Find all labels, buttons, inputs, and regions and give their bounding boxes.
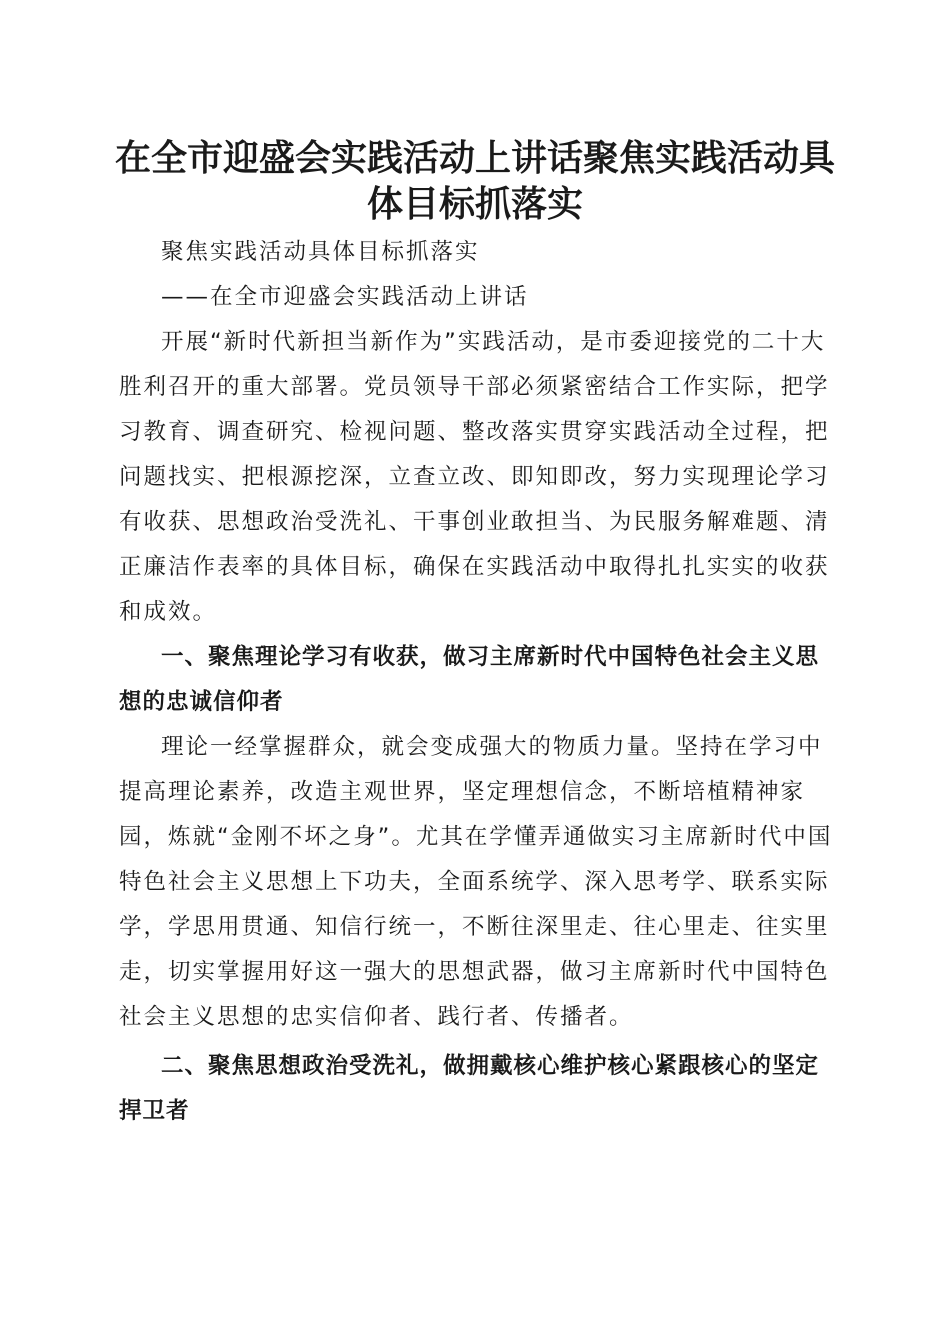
document-body [119, 230, 839, 1134]
section-heading-1: 一、聚焦理论学习有收获，做习主席新时代中国特色社会主义思想的忠诚信仰者 [119, 644, 820, 715]
subtitle: 聚焦实践活动具体目标抓落实 [161, 239, 480, 265]
section-paragraph-1: 理论一经掌握群众，就会变成强大的物质力量。坚持在学习中提高理论素养，改造主观世界，坚定理想信念，不断培植精神家园，炼就“金刚不坏之身”。尤其在学懂弄通做实习主席新时代中国特色社会主义思想上下功夫，全面系统学、深入思考学、联系实际学，学思用贯通、知信行统一，不断往深里走、往心里走、往实里走，切实掌握用好这一强大的思想武器，做习主席新时代中国特色社会主义思想的忠实信仰者、践行者、传播者。 [119, 734, 833, 1030]
document-title: 在全市迎盛会实践活动上讲话聚焦实践活动具体目标抓落实 [114, 137, 835, 225]
intro-paragraph: 开展“新时代新担当新作为”实践活动，是市委迎接党的二十大胜利召开的重大部署。党员领导干部必须紧密结合工作实际，把学习教育、调查研究、检视问题、整改落实贯穿实践活动全过程，把问题找实、把根源挖深，立查立改、即知即改，努力实现理论学习有收获、思想政治受洗礼、干事创业敢担当、为民服务解难题、清正廉洁作表率的具体目标，确保在实践活动中取得扎扎实实的收获和成效。 [119, 329, 830, 625]
section-heading-2: 二、聚焦思想政治受洗礼，做拥戴核心维护核心紧跟核心的坚定捍卫者 [119, 1053, 820, 1124]
byline: ——在全市迎盛会实践活动上讲话 [161, 284, 529, 310]
